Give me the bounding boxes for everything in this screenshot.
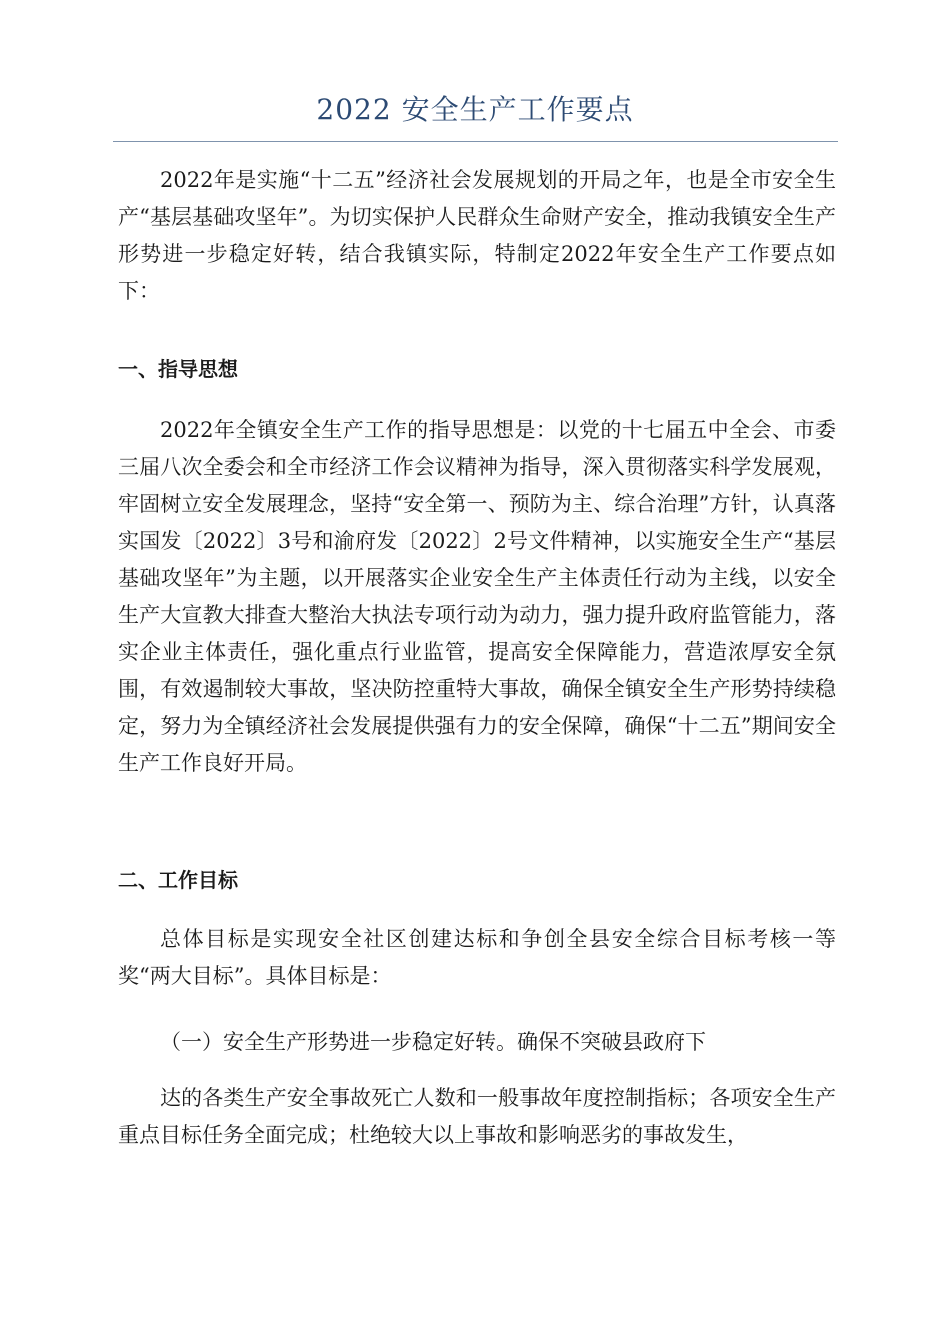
- intro-paragraph: 2022年是实施“十二五”经济社会发展规划的开局之年，也是全市安全生产“基层基础攻坚年”。为切实保护人民群众生命财产安全，推动我镇安全生产形势进一步稳定好转，结合我镇实际，特制定2022年安全生产工作要点如下：: [118, 168, 836, 303]
- work-goals-paragraph: 总体目标是实现安全社区创建达标和争创全县安全综合目标考核一等奖“两大目标”。具体目标是：: [118, 927, 836, 988]
- title-divider: [113, 141, 838, 142]
- section-heading-guiding-ideology: 一、指导思想: [118, 357, 238, 381]
- guiding-ideology-paragraph: 2022年全镇安全生产工作的指导思想是：以党的十七届五中全会、市委三届八次全委会和全市经济工作会议精神为指导，深入贯彻落实科学发展观，牢固树立安全发展理念，坚持“安全第一、预防为主、综合治理”方针，认真落实国发〔2022〕3号和渝府发〔2022〕2号文件精神，以实施安全生产“基层基础攻坚年”为主题，以开展落实企业安全生产主体责任行动为主线，以安全生产大宣教大排查大整治大执法专项行动为动力，强力提升政府监管能力，落实企业主体责任，强化重点行业监管，提高安全保障能力，营造浓厚安全氛围，有效遏制较大事故，坚决防控重特大事故，确保全镇安全生产形势持续稳定，努力为全镇经济社会发展提供强有力的安全保障，确保“十二五”期间安全生产工作良好开局。: [118, 418, 836, 775]
- goal-item-1-continued: 达的各类生产安全事故死亡人数和一般事故年度控制指标；各项安全生产重点目标任务全面完成；杜绝较大以上事故和影响恶劣的事故发生，: [118, 1086, 836, 1147]
- section-heading-work-goals: 二、工作目标: [118, 868, 238, 892]
- document-title: 2022 安全生产工作要点: [316, 93, 634, 126]
- goal-item-1: （一）安全生产形势进一步稳定好转。确保不突破县政府下: [160, 1030, 706, 1054]
